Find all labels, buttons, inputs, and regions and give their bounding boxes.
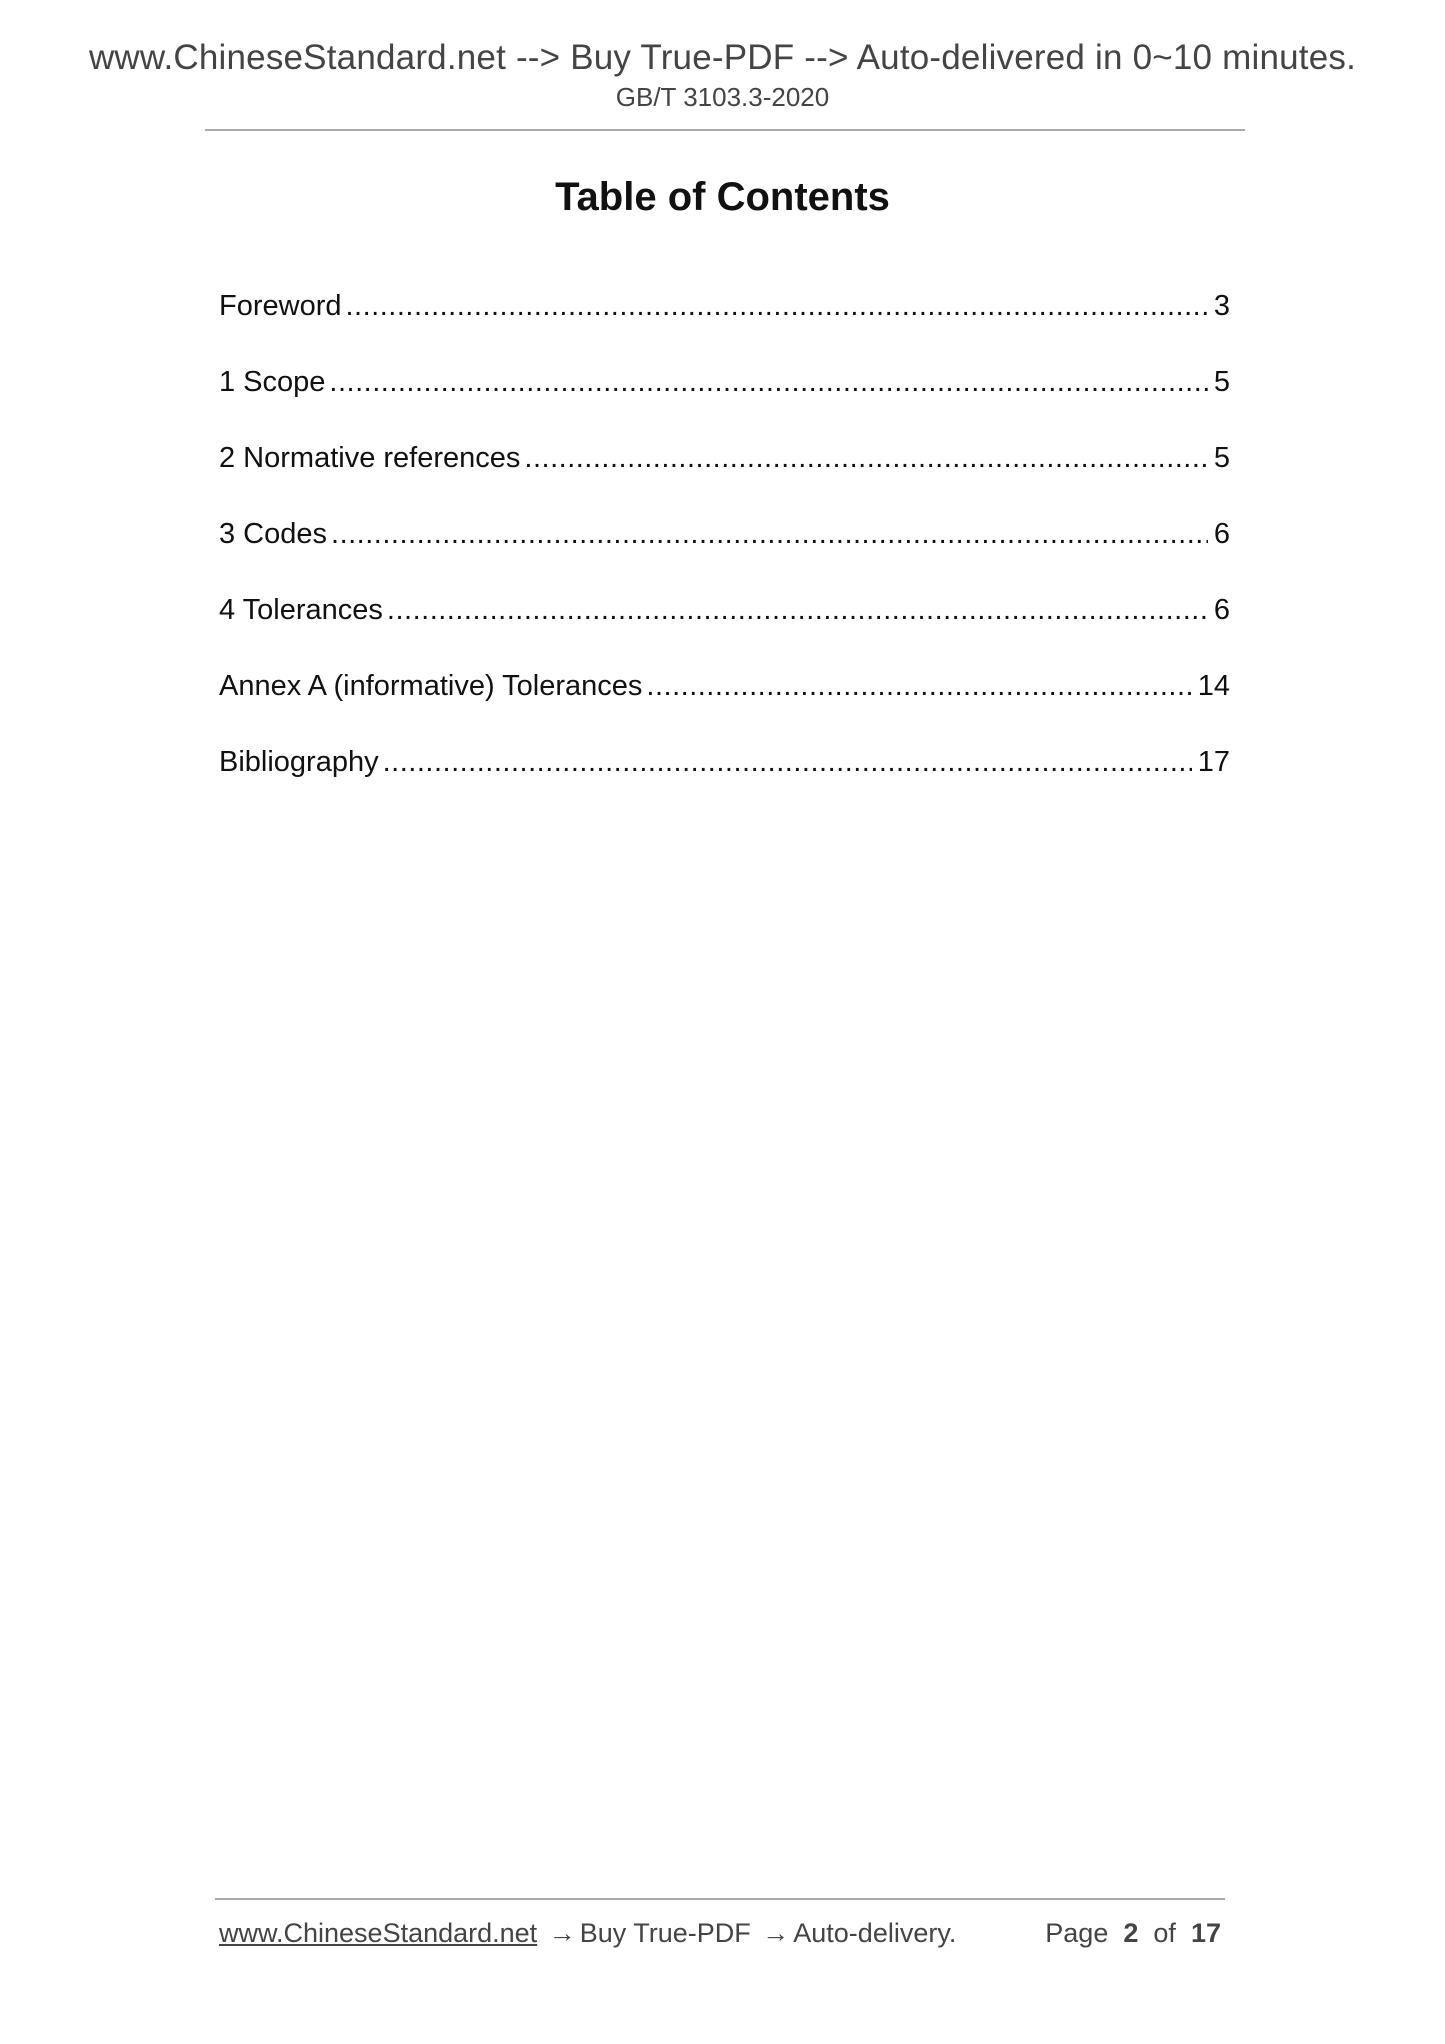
toc-dot-leader [383, 746, 1192, 781]
toc-entry-normative-references[interactable] [219, 442, 1230, 518]
toc-title: Table of Contents [555, 175, 890, 219]
of-label: of [1153, 1918, 1176, 1948]
header-divider [205, 129, 1245, 131]
header-banner: www.ChineseStandard.net --> Buy True-PDF --> Auto-delivered in 0~10 minutes. [88, 38, 1357, 77]
total-pages-number: 17 [1190, 1918, 1221, 1948]
toc-entry-label: 3 Codes [219, 518, 328, 550]
toc-dot-leader [387, 594, 1208, 629]
toc-dot-leader [524, 442, 1207, 477]
toc-entry-scope[interactable] [219, 366, 1230, 442]
footer-buy-text: Buy True-PDF [579, 1918, 751, 1948]
toc-entry-bibliography[interactable] [219, 746, 1230, 822]
current-page-number: 2 [1123, 1918, 1139, 1948]
toc-entry-label: Bibliography [219, 746, 379, 778]
footer-divider [215, 1898, 1225, 1900]
page-label: Page [1045, 1918, 1109, 1948]
toc-dot-leader [329, 366, 1207, 401]
toc-entry-foreword[interactable] [219, 290, 1230, 366]
toc-entry-page: 5 [1213, 442, 1230, 474]
toc-entry-page: 6 [1213, 518, 1230, 550]
toc-entry-label: 2 Normative references [219, 442, 521, 474]
page-indicator [1045, 1918, 1221, 1949]
toc-entry-label: Annex A (informative) Tolerances [219, 670, 643, 702]
toc-dot-leader [646, 670, 1191, 705]
toc-entry-page: 17 [1197, 746, 1230, 778]
footer-promo [219, 1918, 956, 1949]
toc-entry-label: 1 Scope [219, 366, 326, 398]
toc-entry-page: 3 [1213, 290, 1230, 322]
toc-dot-leader [331, 518, 1208, 553]
document-code: GB/T 3103.3-2020 [615, 82, 830, 112]
toc-dot-leader [346, 290, 1208, 325]
toc-entry-page: 14 [1197, 670, 1230, 702]
toc-entry-page: 5 [1213, 366, 1230, 398]
toc-entry-page: 6 [1213, 594, 1230, 626]
footer-delivery-text: Auto-delivery. [793, 1918, 957, 1948]
toc-entry-tolerances[interactable] [219, 594, 1230, 670]
toc-entry-label: 4 Tolerances [219, 594, 383, 626]
footer-site-link[interactable]: www.ChineseStandard.net [219, 1918, 538, 1948]
toc-entry-annex-a[interactable] [219, 670, 1230, 746]
arrow-right-icon: → [548, 1918, 576, 1948]
toc-entry-codes[interactable] [219, 518, 1230, 594]
toc-list [219, 290, 1230, 822]
arrow-right-icon: → [762, 1918, 790, 1948]
toc-entry-label: Foreword [219, 290, 342, 322]
